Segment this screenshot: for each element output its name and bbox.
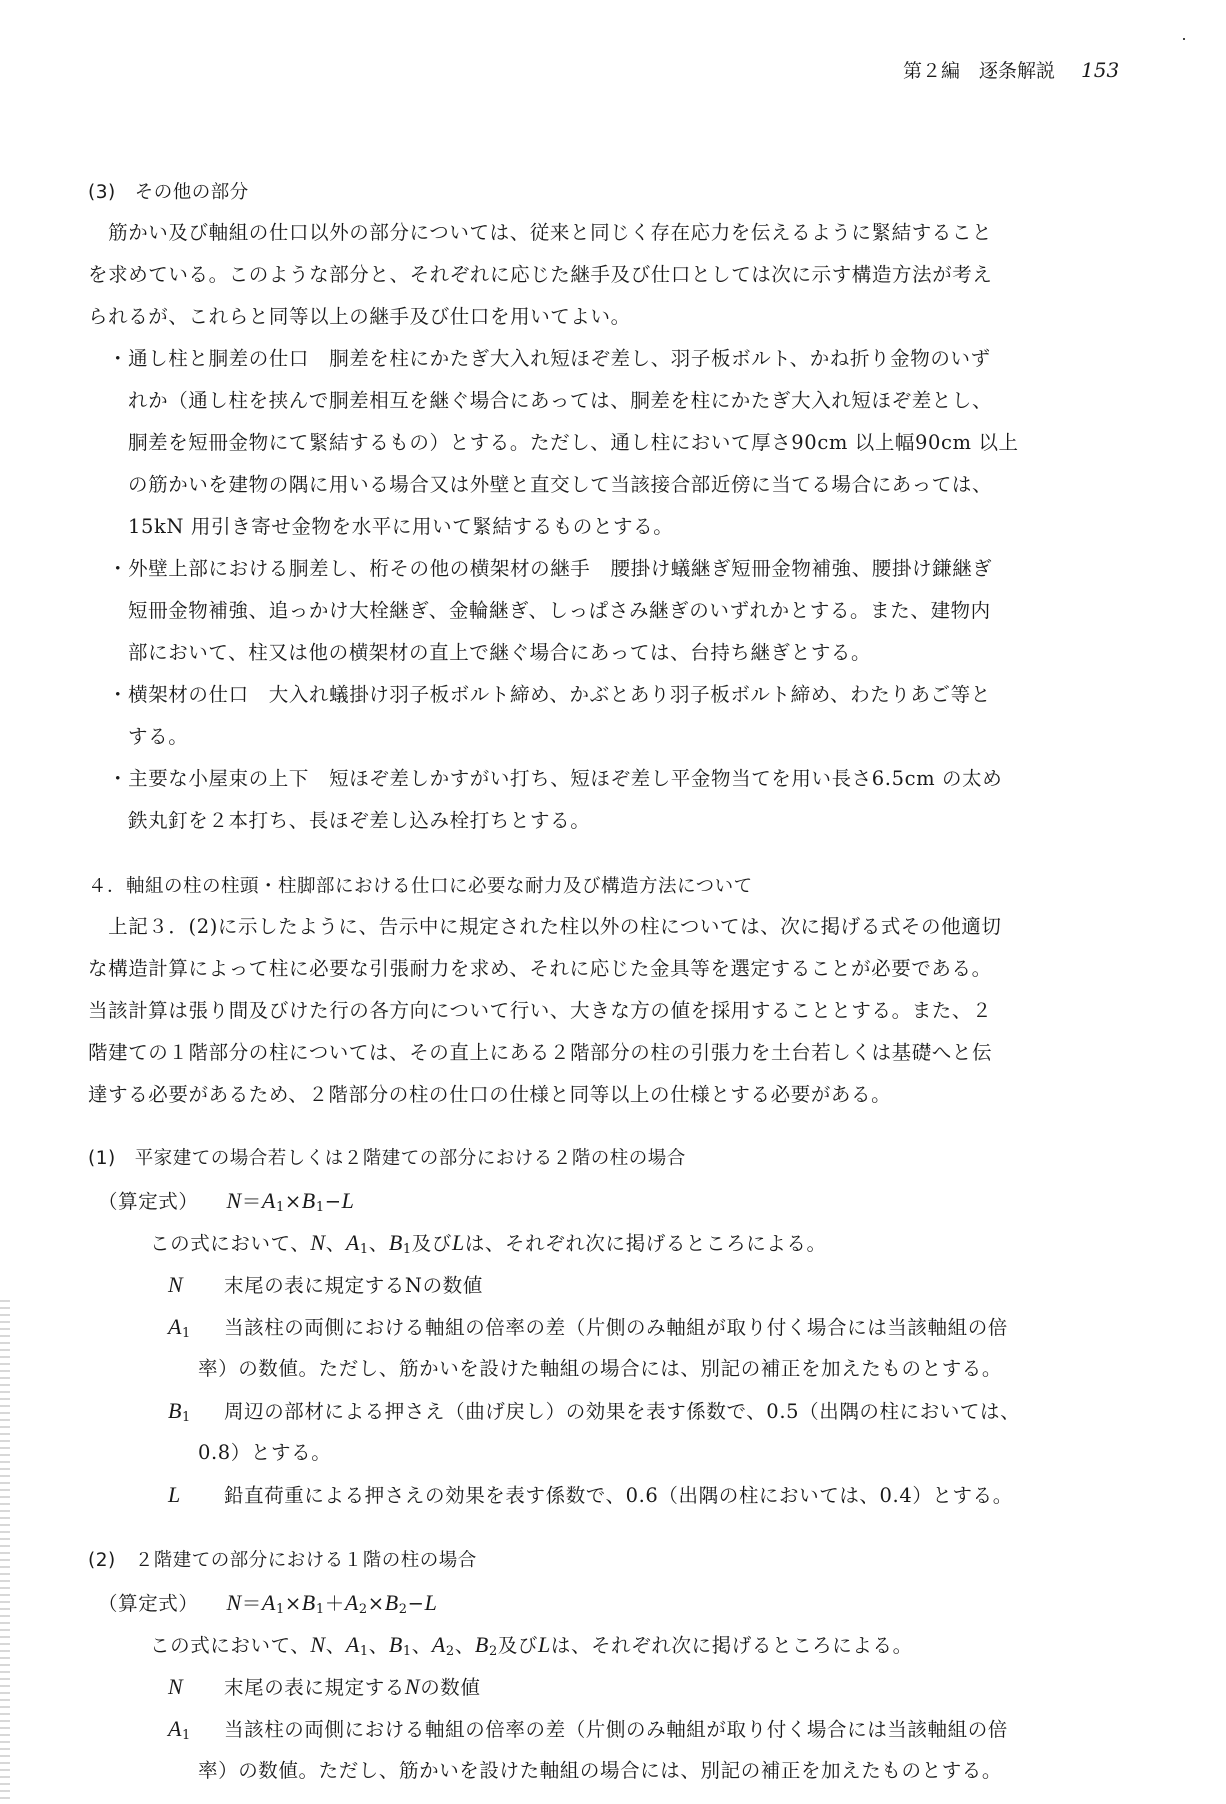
- definition-B1: $B_1$ 周辺の部材による押さえ（曲げ戻し）の効果を表す係数で、0.5（出隅の柱においては、: [168, 1398, 1021, 1425]
- paragraph-line: な構造計算によって柱に必要な引張耐力を求め、それに応じた金具等を選定することが必要である。: [88, 957, 992, 980]
- paragraph-line: られるが、これらと同等以上の継手及び仕口を用いてよい。: [88, 305, 631, 328]
- definition-B1-cont: 0.8）とする。: [198, 1441, 332, 1464]
- definition-N: N 末尾の表に規定するNの数値: [168, 1674, 481, 1699]
- bullet-line: れか（通し柱を挟んで胴差相互を継ぐ場合にあっては、胴差を柱にかたぎ大入れ短ほぞ差とし、: [128, 389, 993, 412]
- formula-intro: この式において、N、$A_1$、$B_1$、$A_2$、$B_2$及びLは、それぞれ次に掲げるところによる。: [150, 1632, 913, 1659]
- definition-A1: $A_1$ 当該柱の両側における軸組の倍率の差（片側のみ軸組が取り付く場合には当該軸組の倍: [168, 1314, 1008, 1341]
- part-title: 第２編 逐条解説: [903, 60, 1056, 82]
- bullet-line: 部において、柱又は他の横架材の直上で継ぐ場合にあっては、台持ち継ぎとする。: [128, 641, 872, 664]
- subsection-heading: (2) ２階建ての部分における１階の柱の場合: [88, 1550, 477, 1571]
- scan-speck: [1183, 38, 1185, 40]
- subsection-heading: (1) 平家建ての場合若しくは２階建ての部分における２階の柱の場合: [88, 1148, 686, 1169]
- bullet-line: ・横架材の仕口 大入れ蟻掛け羽子板ボルト締め、かぶとあり羽子板ボルト締め、わたりあご等と: [108, 683, 991, 706]
- paragraph-line: 当該計算は張り間及びけた行の各方向について行い、大きな方の値を採用することとする。また、２: [88, 999, 993, 1022]
- paragraph-line: 筋かい及び軸組の仕口以外の部分については、従来と同じく存在応力を伝えるように緊結すること: [88, 221, 993, 244]
- scan-edge-shadow: [0, 1300, 10, 1804]
- definition-L: L 鉛直荷重による押さえの効果を表す係数で、0.6（出隅の柱においては、0.4）とする。: [168, 1482, 1013, 1507]
- page-number: 153: [1081, 58, 1120, 82]
- definition-A1-cont: 率）の数値。ただし、筋かいを設けた軸組の場合には、別記の補正を加えたものとする。: [198, 1759, 1003, 1782]
- formula-line: （算定式） $N=A_1\times B_1-L$: [98, 1188, 355, 1215]
- bullet-line: 鉄丸釘を２本打ち、長ほぞ差し込み栓打ちとする。: [128, 809, 591, 832]
- paragraph-line: 階建ての１階部分の柱については、その直上にある２階部分の柱の引張力を土台若しくは基礎へと伝: [88, 1041, 993, 1064]
- formula-label: （算定式）: [98, 1190, 199, 1213]
- formula-label: （算定式）: [98, 1592, 199, 1615]
- bullet-line: 短冊金物補強、追っかけ大栓継ぎ、金輪継ぎ、しっぱさみ継ぎのいずれかとする。また、建物内: [128, 599, 991, 622]
- definition-N: N 末尾の表に規定するNの数値: [168, 1272, 483, 1297]
- definition-A1-cont: 率）の数値。ただし、筋かいを設けた軸組の場合には、別記の補正を加えたものとする。: [198, 1357, 1003, 1380]
- paragraph-line: 達する必要があるため、２階部分の柱の仕口の仕様と同等以上の仕様とする必要がある。: [88, 1083, 892, 1106]
- bullet-line: 15kN 用引き寄せ金物を水平に用いて緊結するものとする。: [128, 515, 674, 538]
- paragraph-line: を求めている。このような部分と、それぞれに応じた継手及び仕口としては次に示す構造方法が考え: [88, 263, 993, 286]
- bullet-line: ・外壁上部における胴差し、桁その他の横架材の継手 腰掛け蟻継ぎ短冊金物補強、腰掛け鎌継ぎ: [108, 557, 993, 580]
- section-heading: (3) その他の部分: [88, 182, 249, 203]
- bullet-line: 胴差を短冊金物にて緊結するもの）とする。ただし、通し柱において厚さ90cm 以上幅90cm 以上: [128, 431, 1019, 454]
- definition-A1: $A_1$ 当該柱の両側における軸組の倍率の差（片側のみ軸組が取り付く場合には当該軸組の倍: [168, 1716, 1008, 1743]
- paragraph-line: 上記３．(2)に示したように、告示中に規定された柱以外の柱については、次に掲げる式その他適切: [88, 915, 1002, 938]
- bullet-line: する。: [128, 725, 189, 748]
- section-heading: ４．軸組の柱の柱頭・柱脚部における仕口に必要な耐力及び構造方法について: [88, 876, 753, 897]
- bullet-line: ・通し柱と胴差の仕口 胴差を柱にかたぎ大入れ短ほぞ差し、羽子板ボルト、かね折り金物のいず: [108, 347, 991, 370]
- bullet-line: の筋かいを建物の隅に用いる場合又は外壁と直交して当該接合部近傍に当てる場合にあっては、: [128, 473, 993, 496]
- formula-line: （算定式） $N=A_1\times B_1+A_2\times B_2-L$: [98, 1590, 438, 1617]
- bullet-line: ・主要な小屋束の上下 短ほぞ差しかすがい打ち、短ほぞ差し平金物当てを用い長さ6.5cm の太め: [108, 767, 1003, 790]
- formula-intro: この式において、N、$A_1$、$B_1$及びLは、それぞれ次に掲げるところによる。: [150, 1230, 827, 1257]
- running-header: [903, 56, 1119, 83]
